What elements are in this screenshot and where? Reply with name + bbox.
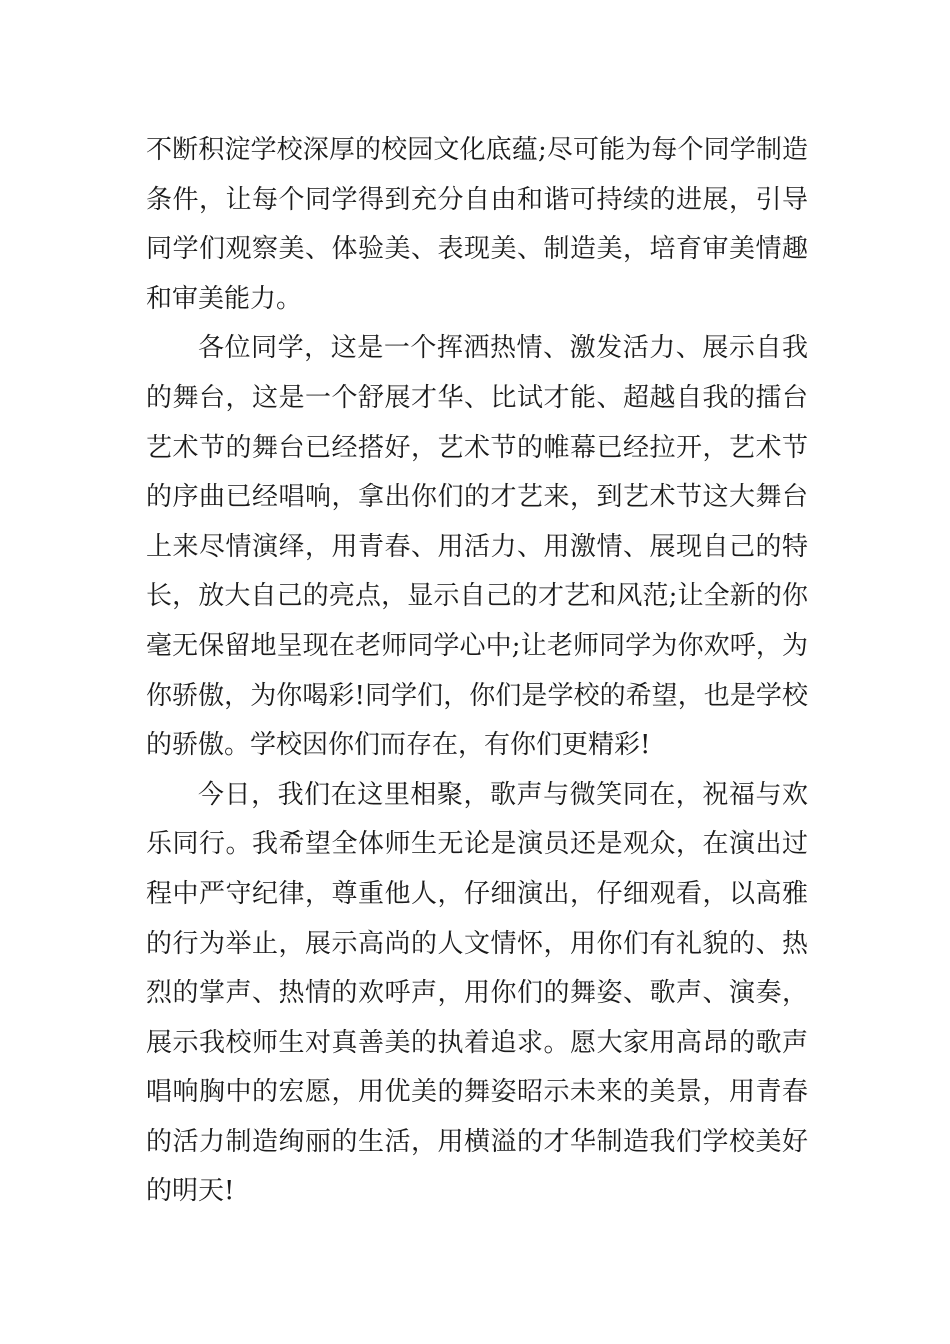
text-line: 唱响胸中的宏愿，用优美的舞姿昭示未来的美景，用青春 [146, 1077, 808, 1108]
text-line: 展示我校师生对真善美的执着追求。愿大家用高昂的歌声 [146, 1027, 808, 1058]
text-line: 不断积淀学校深厚的校园文化底蕴;尽可能为每个同学制造 [146, 135, 808, 165]
text-line: 的骄傲。学校因你们而存在，有你们更精彩! [146, 730, 651, 761]
text-line: 长，放大自己的亮点，显示自己的才艺和风范;让全新的你 [146, 581, 808, 612]
text-line: 各位同学，这是一个挥洒热情、激发活力、展示自我 [198, 333, 808, 364]
text-line: 乐同行。我希望全体师生无论是演员还是观众，在演出过 [146, 829, 808, 860]
paragraph [146, 126, 808, 324]
text-line: 毫无保留地呈现在老师同学心中;让老师同学为你欢呼，为 [146, 630, 808, 661]
text-line: 今日，我们在这里相聚，歌声与微笑同在，祝福与欢 [198, 779, 808, 810]
text-line: 的明天! [146, 1176, 235, 1207]
text-line: 的序曲已经唱响，拿出你们的才艺来，到艺术节这大舞台 [146, 482, 808, 513]
text-line: 同学们观察美、体验美、表现美、制造美，培育审美情趣 [146, 234, 808, 265]
text-line: 烈的掌声、热情的欢呼声，用你们的舞姿、歌声、演奏， [146, 978, 808, 1009]
text-line: 的行为举止，展示高尚的人文情怀，用你们有礼貌的、热 [146, 928, 808, 959]
text-line: 的舞台，这是一个舒展才华、比试才能、超越自我的擂台 [146, 382, 808, 413]
paragraph [146, 324, 808, 770]
text-line: 上来尽情演绎，用青春、用活力、用激情、展现自己的特 [146, 531, 808, 562]
text-line: 你骄傲，为你喝彩!同学们，你们是学校的希望，也是学校 [146, 680, 808, 711]
text-line: 的活力制造绚丽的生活，用横溢的才华制造我们学校美好 [146, 1126, 808, 1157]
text-line: 和审美能力。 [146, 283, 303, 314]
paragraph [146, 771, 808, 1217]
document-body [146, 126, 808, 1217]
text-line: 条件，让每个同学得到充分自由和谐可持续的进展，引导 [146, 184, 808, 215]
text-line: 程中严守纪律，尊重他人，仔细演出，仔细观看，以高雅 [146, 878, 808, 909]
text-line: 艺术节的舞台已经搭好，艺术节的帷幕已经拉开，艺术节 [146, 432, 808, 463]
